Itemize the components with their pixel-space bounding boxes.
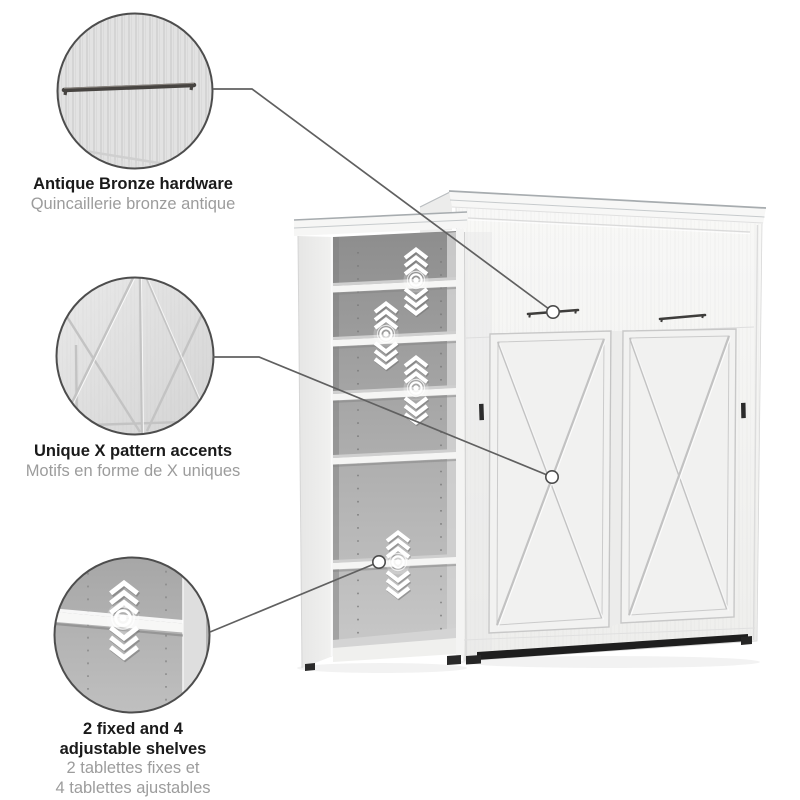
callout-title: adjustable shelves: [59, 739, 207, 758]
bookcase-side-panel: [298, 236, 333, 668]
callout-dot-icon: [546, 471, 558, 483]
bookcase-right-stile: [456, 229, 464, 657]
bookcase-illustration: [294, 212, 467, 671]
callout-circle-x-pattern: [54, 275, 218, 439]
callout-title: Unique X pattern accents: [33, 442, 233, 460]
bookcase-foot-right: [447, 655, 461, 665]
callout-label-shelves: [0, 720, 266, 798]
callout-circle-hardware: [36, 6, 222, 181]
bed-side-pull-right: [741, 403, 746, 418]
bed-right-door-x-pattern: [621, 329, 736, 623]
bed-side-pull-left: [479, 404, 484, 420]
callout-subtitle: 2 tablettes fixes et: [66, 759, 200, 777]
bookcase-foot-left: [305, 663, 315, 671]
murphy-bed-illustration: [420, 191, 766, 665]
callout-dot-icon: [547, 306, 559, 318]
callout-label-hardware: [0, 175, 266, 214]
callout-dot-icon: [373, 556, 385, 568]
callout-circle-shelves: [50, 555, 214, 717]
callout-subtitle: Quincaillerie bronze antique: [30, 194, 236, 213]
callout-title: 2 fixed and 4: [83, 720, 183, 738]
callout-subtitle: Motifs en forme de X uniques: [25, 461, 241, 480]
callout-title: Antique Bronze hardware: [33, 175, 233, 193]
callout-label-x-pattern: [0, 442, 266, 481]
callout-subtitle: 4 tablettes ajustables: [55, 778, 211, 797]
